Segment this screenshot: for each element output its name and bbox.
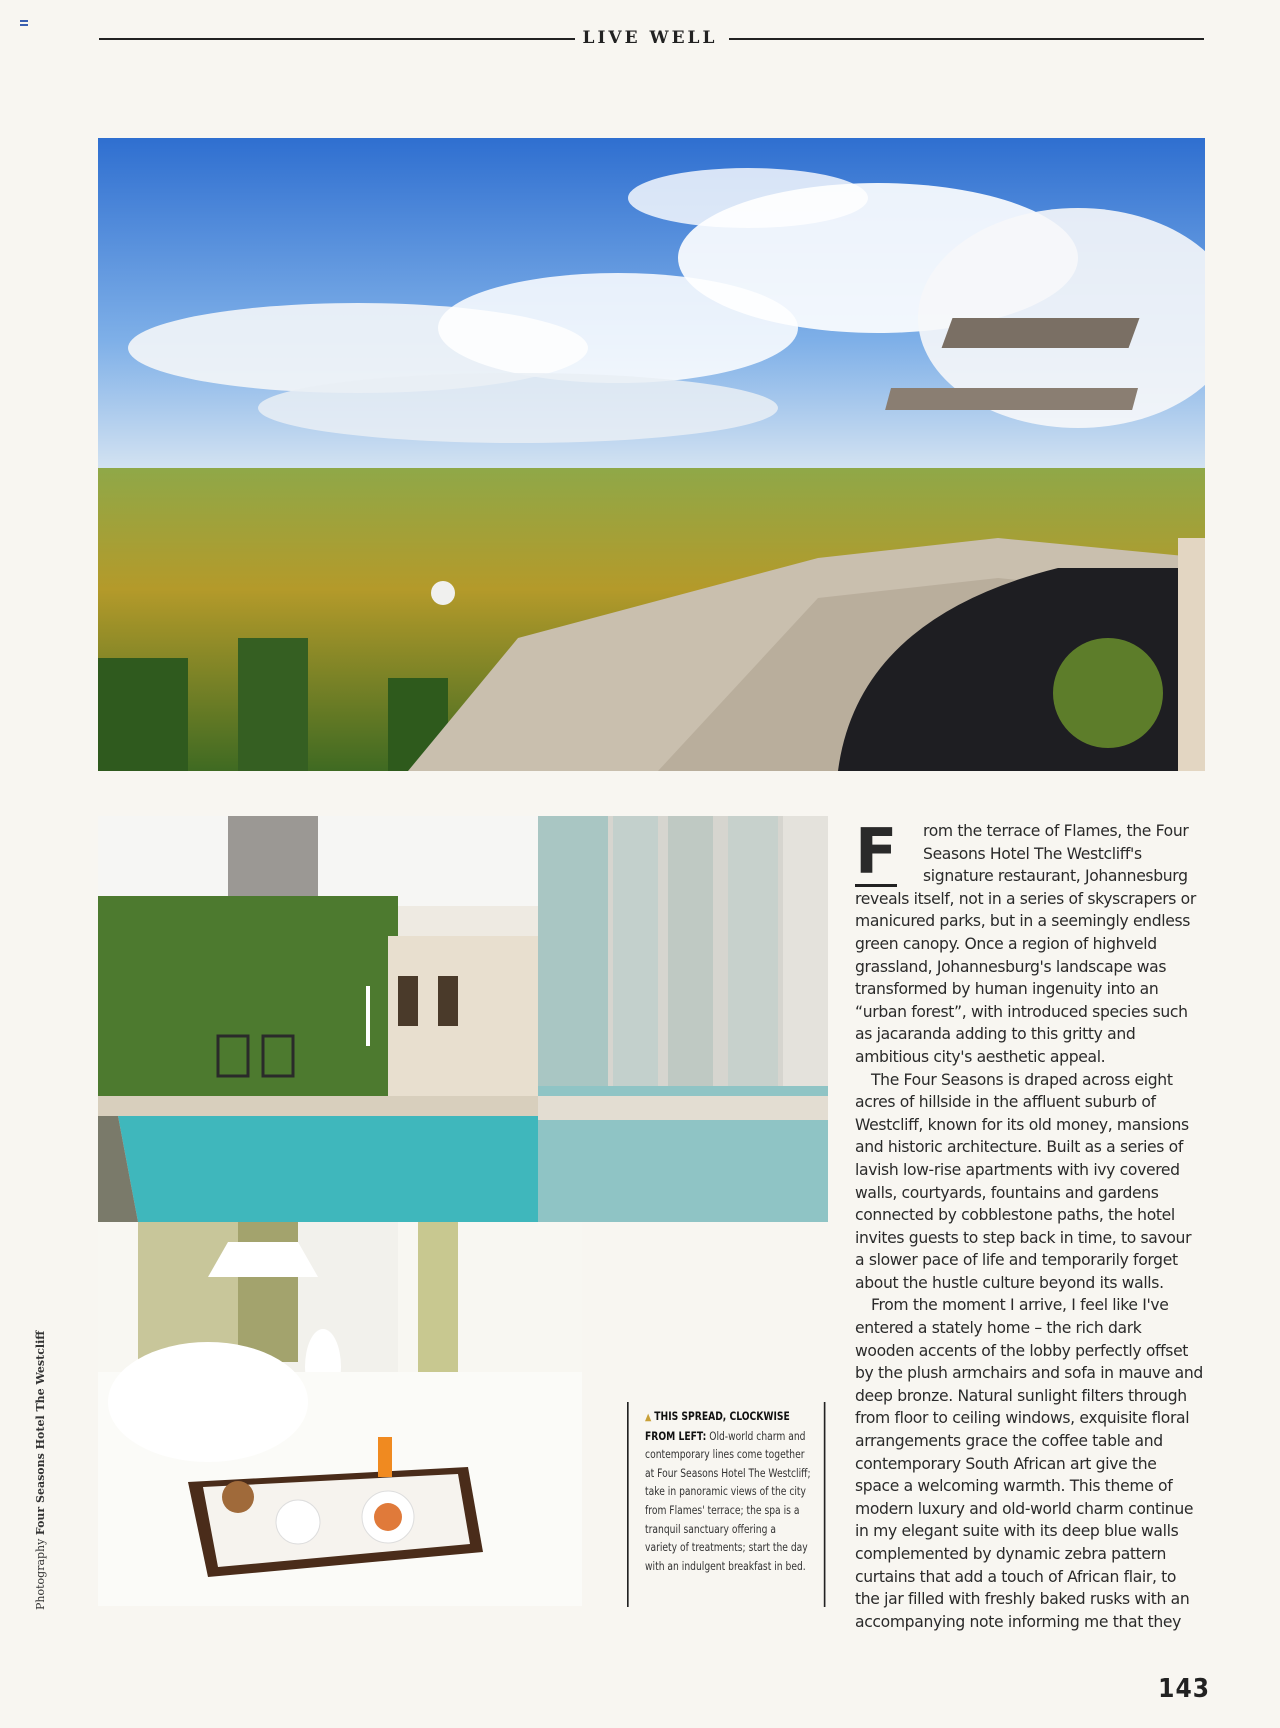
pool-courtyard-photo (98, 816, 538, 1222)
caption-arrow-icon: ▲ (645, 1412, 652, 1423)
photo-credit-label: Photography (34, 1538, 47, 1610)
section-title: LIVE WELL (582, 28, 718, 48)
photo-credit-name: Four Seasons Hotel The Westcliff (34, 1330, 47, 1536)
article-paragraph-1 (855, 815, 1203, 1069)
drop-cap: F (855, 815, 898, 888)
article-paragraph-2: The Four Seasons is draped across eight acres of hillside in the affluent suburb of Westcliff, known for its old money, mansions and historic architecture. Built as a series of lavish low-rise apartments with ivy covered walls, courtyards, fountains and gardens connected by cobblestone paths, the hotel invites guests to step back in time, to savour a slower pace of life and temporarily forget about the hustle culture beyond its walls. (855, 1070, 1192, 1292)
caption-text: Old-world charm and contemporary lines come together at Four Seasons Hotel The Westcliff; take in panoramic views of the city from Flames' terrace; the spa is a tranquil sanctuary offering a variety of treatments; start the day with an indulgent breakfast in bed. (645, 1429, 811, 1573)
caption-lead: THIS SPREAD, CLOCKWISE FROM LEFT: (645, 1410, 790, 1443)
article-paragraph-1-text: rom the terrace of Flames, the Four Seasons Hotel The Westcliff's signature restaurant, Johannesburg reveals itself, not in a series of skyscrapers or manicured parks, but in a seemingly endless green canopy. Once a region of highveld grassland, Johannesburg's landscape was transformed by human ingenuity into an “urban forest”, with introduced species such as jacaranda adding to this gritty and ambitious city's aesthetic appeal. (855, 822, 1196, 1066)
photo-caption (627, 1402, 825, 1607)
page-number: 143 (1158, 1674, 1210, 1704)
photo-credit (34, 1331, 47, 1610)
article-paragraph-3: From the moment I arrive, I feel like I've entered a stately home – the rich dark wooden accents of the lobby perfectly offset by the plush armchairs and sofa in mauve and deep bronze. Natural sunlight filters through from floor to ceiling windows, exquisite floral arrangements grace the coffee table and contemporary South African art give the space a welcoming warmth. This theme of modern luxury and old-world charm continue in my elegant suite with its deep blue walls complemented by dynamic zebra pattern curtains that add a touch of African flair, to the jar filled with freshly baked rusks with an accompanying note informing me that they (855, 1296, 1203, 1631)
header-rule-right (729, 38, 1204, 40)
spa-treatment-room-photo (538, 816, 828, 1222)
header-rule-left (99, 38, 575, 40)
article-body (855, 815, 1203, 1633)
breakfast-in-bed-photo (98, 1222, 582, 1606)
corner-marker (20, 20, 28, 26)
panoramic-terrace-photo (98, 138, 1205, 771)
